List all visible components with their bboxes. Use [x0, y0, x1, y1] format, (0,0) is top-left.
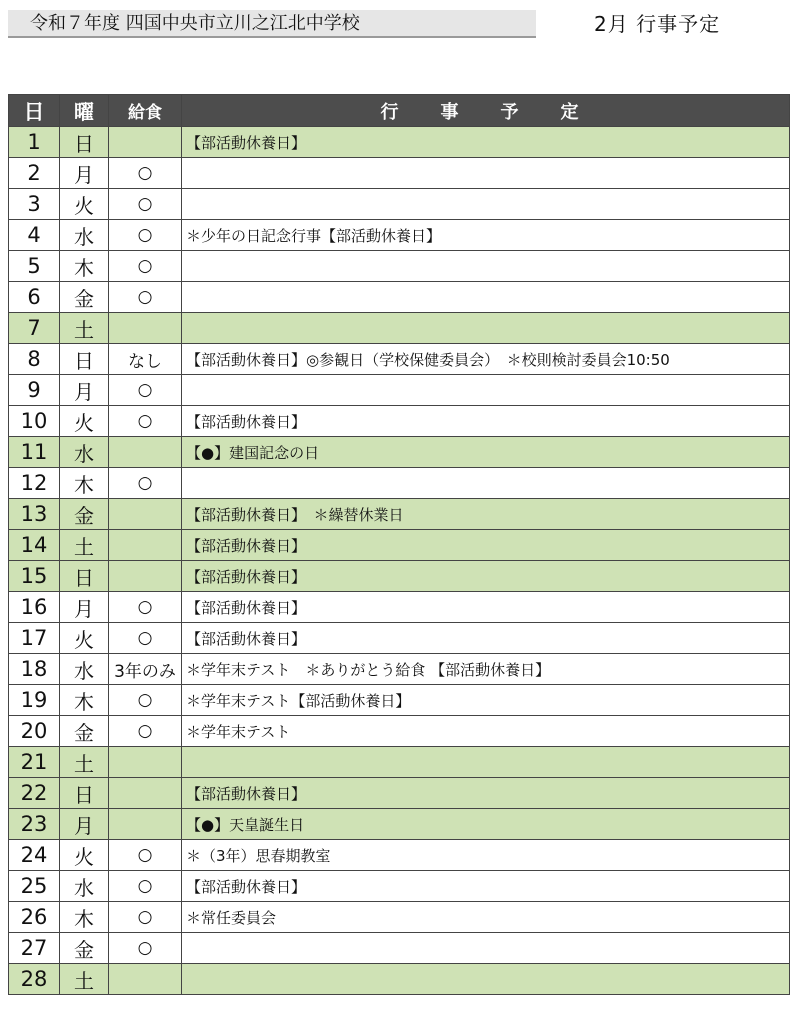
weekday-cell: 土 [60, 530, 109, 561]
day-cell: 16 [9, 592, 60, 623]
events-cell [182, 375, 790, 406]
table-row [9, 654, 790, 685]
lunch-cell: ○ [109, 282, 182, 313]
weekday-cell: 水 [60, 220, 109, 251]
events-cell: 【部活動休養日】 [182, 530, 790, 561]
events-cell: 【部活動休養日】 [182, 561, 790, 592]
weekday-cell: 水 [60, 437, 109, 468]
events-cell: 【部活動休養日】 [182, 406, 790, 437]
table-row [9, 282, 790, 313]
weekday-cell: 火 [60, 840, 109, 871]
lunch-cell: ○ [109, 871, 182, 902]
day-cell: 15 [9, 561, 60, 592]
day-cell: 11 [9, 437, 60, 468]
day-cell: 9 [9, 375, 60, 406]
lunch-cell: ○ [109, 251, 182, 282]
lunch-cell [109, 437, 182, 468]
lunch-cell: ○ [109, 592, 182, 623]
weekday-cell: 月 [60, 158, 109, 189]
events-cell [182, 313, 790, 344]
weekday-cell: 日 [60, 344, 109, 375]
school-name: 令和７年度 四国中央市立川之江北中学校 [8, 10, 536, 38]
day-cell: 25 [9, 871, 60, 902]
day-cell: 4 [9, 220, 60, 251]
events-cell [182, 282, 790, 313]
table-row [9, 189, 790, 220]
table-header-row [9, 95, 790, 127]
weekday-cell: 火 [60, 189, 109, 220]
weekday-cell: 木 [60, 468, 109, 499]
day-cell: 20 [9, 716, 60, 747]
weekday-cell: 月 [60, 809, 109, 840]
day-cell: 18 [9, 654, 60, 685]
column-header-day: 日 [9, 95, 60, 127]
events-cell: ＊常任委員会 [182, 902, 790, 933]
lunch-cell: なし [109, 344, 182, 375]
lunch-cell: ○ [109, 468, 182, 499]
events-cell [182, 158, 790, 189]
weekday-cell: 木 [60, 251, 109, 282]
lunch-cell: ○ [109, 406, 182, 437]
events-cell: 【部活動休養日】 [182, 127, 790, 158]
weekday-cell: 金 [60, 499, 109, 530]
table-row [9, 251, 790, 282]
day-cell: 24 [9, 840, 60, 871]
events-cell: 【部活動休養日】 [182, 623, 790, 654]
events-cell: ＊学年末テスト【部活動休養日】 [182, 685, 790, 716]
events-cell: 【部活動休養日】◎参観日（学校保健委員会） ＊校則検討委員会10:50 [182, 344, 790, 375]
weekday-cell: 月 [60, 375, 109, 406]
lunch-cell: ○ [109, 623, 182, 654]
table-row [9, 902, 790, 933]
column-header-lunch: 給食 [109, 95, 182, 127]
lunch-cell [109, 964, 182, 995]
table-row [9, 592, 790, 623]
table-row [9, 437, 790, 468]
table-row [9, 685, 790, 716]
day-cell: 17 [9, 623, 60, 654]
lunch-cell: ○ [109, 716, 182, 747]
table-row [9, 344, 790, 375]
table-row [9, 313, 790, 344]
events-cell [182, 747, 790, 778]
table-row [9, 716, 790, 747]
table-row [9, 158, 790, 189]
events-cell: ＊学年末テスト ＊ありがとう給食 【部活動休養日】 [182, 654, 790, 685]
weekday-cell: 金 [60, 933, 109, 964]
day-cell: 10 [9, 406, 60, 437]
column-header-weekday: 曜 [60, 95, 109, 127]
day-cell: 12 [9, 468, 60, 499]
lunch-cell [109, 809, 182, 840]
day-cell: 22 [9, 778, 60, 809]
weekday-cell: 火 [60, 623, 109, 654]
lunch-cell: ○ [109, 902, 182, 933]
table-row [9, 809, 790, 840]
table-row [9, 499, 790, 530]
events-cell [182, 933, 790, 964]
weekday-cell: 日 [60, 778, 109, 809]
lunch-cell: ○ [109, 189, 182, 220]
weekday-cell: 火 [60, 406, 109, 437]
weekday-cell: 木 [60, 902, 109, 933]
lunch-cell [109, 561, 182, 592]
table-row [9, 468, 790, 499]
lunch-cell: ○ [109, 685, 182, 716]
lunch-cell [109, 127, 182, 158]
weekday-cell: 日 [60, 127, 109, 158]
lunch-cell [109, 313, 182, 344]
day-cell: 8 [9, 344, 60, 375]
table-row [9, 530, 790, 561]
lunch-cell [109, 530, 182, 561]
day-cell: 26 [9, 902, 60, 933]
day-cell: 27 [9, 933, 60, 964]
lunch-cell: ○ [109, 158, 182, 189]
day-cell: 5 [9, 251, 60, 282]
table-row [9, 840, 790, 871]
events-cell [182, 251, 790, 282]
day-cell: 3 [9, 189, 60, 220]
weekday-cell: 土 [60, 747, 109, 778]
weekday-cell: 木 [60, 685, 109, 716]
lunch-cell: 3年のみ [109, 654, 182, 685]
weekday-cell: 土 [60, 964, 109, 995]
lunch-cell: ○ [109, 933, 182, 964]
events-cell: 【●】建国記念の日 [182, 437, 790, 468]
events-cell: ＊少年の日記念行事【部活動休養日】 [182, 220, 790, 251]
table-row [9, 406, 790, 437]
events-cell: 【部活動休養日】 [182, 592, 790, 623]
table-row [9, 747, 790, 778]
day-cell: 19 [9, 685, 60, 716]
weekday-cell: 金 [60, 282, 109, 313]
weekday-cell: 金 [60, 716, 109, 747]
events-cell: 【部活動休養日】 [182, 778, 790, 809]
table-row [9, 623, 790, 654]
lunch-cell [109, 778, 182, 809]
day-cell: 21 [9, 747, 60, 778]
day-cell: 1 [9, 127, 60, 158]
events-cell: ＊（3年）思春期教室 [182, 840, 790, 871]
column-header-events: 行 事 予 定 [182, 95, 790, 127]
events-cell [182, 468, 790, 499]
table-row [9, 561, 790, 592]
lunch-cell: ○ [109, 375, 182, 406]
weekday-cell: 土 [60, 313, 109, 344]
day-cell: 7 [9, 313, 60, 344]
day-cell: 6 [9, 282, 60, 313]
events-cell [182, 189, 790, 220]
lunch-cell: ○ [109, 220, 182, 251]
weekday-cell: 水 [60, 871, 109, 902]
events-cell: 【●】天皇誕生日 [182, 809, 790, 840]
table-row [9, 871, 790, 902]
table-row [9, 127, 790, 158]
weekday-cell: 水 [60, 654, 109, 685]
day-cell: 13 [9, 499, 60, 530]
weekday-cell: 月 [60, 592, 109, 623]
events-cell: 【部活動休養日】 ＊繰替休業日 [182, 499, 790, 530]
table-row [9, 964, 790, 995]
day-cell: 2 [9, 158, 60, 189]
events-cell: 【部活動休養日】 [182, 871, 790, 902]
table-row [9, 220, 790, 251]
events-cell [182, 964, 790, 995]
table-row [9, 375, 790, 406]
table-row [9, 778, 790, 809]
event-schedule-table [8, 94, 790, 995]
table-row [9, 933, 790, 964]
events-cell: ＊学年末テスト [182, 716, 790, 747]
lunch-cell: ○ [109, 840, 182, 871]
day-cell: 28 [9, 964, 60, 995]
weekday-cell: 日 [60, 561, 109, 592]
day-cell: 23 [9, 809, 60, 840]
lunch-cell [109, 747, 182, 778]
lunch-cell [109, 499, 182, 530]
schedule-title: 2月 行事予定 [594, 12, 721, 36]
day-cell: 14 [9, 530, 60, 561]
